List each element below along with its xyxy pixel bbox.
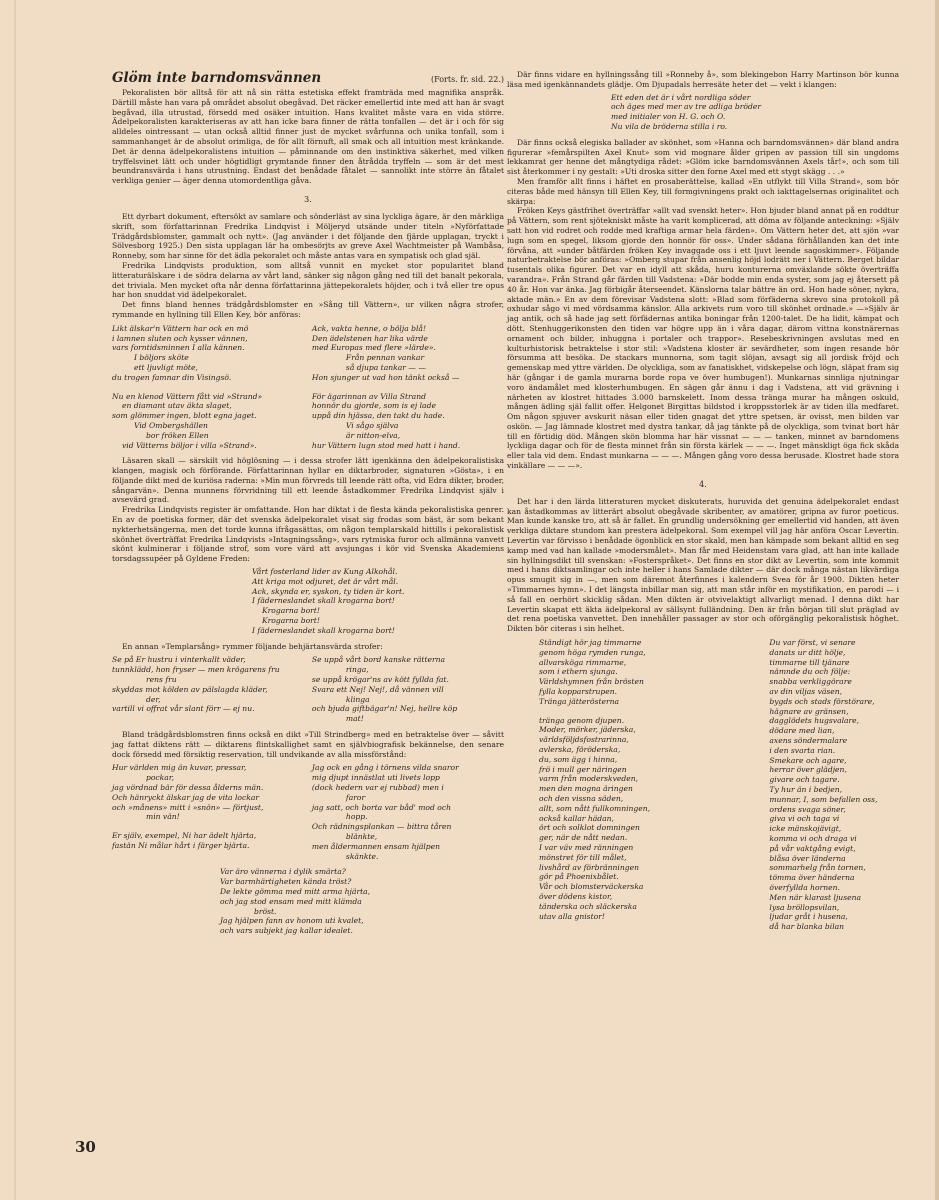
poem-line: sommarhelg från tornen, [769,863,866,873]
poem-line: Krogarna bort! [262,616,320,626]
poem-line: timmarne till tjänare [769,657,850,667]
poem-line: I böljors sköte [134,353,189,363]
poem-line: ljudar gråt i husena, [769,912,848,922]
poem-line: med Europas med flere »lärde». [311,343,436,353]
poem-line: pockar, [146,773,175,783]
poem-line: snabba verkliggörare [769,677,852,687]
continued-note: (Forts. fr. sid. 22.) [431,75,504,84]
poem-line: hopp. [345,812,368,822]
poem-line: då har blanka bilan [769,922,845,932]
poem-line: der, [146,694,161,704]
poem-line: I var väv med ränningen [539,842,634,852]
poem-line: Världshymnen från brösten [539,677,644,687]
section-number: 4. [699,479,707,489]
poem-line: skänkte. [345,851,379,861]
poem-line: i lamnen sluten och kysser vännen, [112,333,248,343]
poem-line: Ty hur än i bedjen, [769,784,843,794]
poem-line: mönstret för till målet, [539,852,627,862]
poem-line: av din viljas väsen, [769,687,843,697]
poem-column-left [112,655,304,724]
poem-line: Var barmhärtigheten kända tröst? [220,877,352,887]
poem-pair-strindberg [112,763,504,861]
poem-line: Att kriga mot odjuret, det är vårt mål. [252,576,399,586]
poem-line: Nu en klenod Vättern fått vid »Strand» [112,391,263,401]
poem-line: För ägarinnan av Villa Strand [311,391,426,401]
poem-line: vid Vätterns böljor i villa »Strand». [122,440,257,450]
poem-line: Vi sågo själva [345,420,399,430]
poem-kung-alkohal [112,567,504,636]
poem-line: allt, som nått fullkomningen, [539,803,651,813]
poem-line: livshård av förbränningen [539,862,639,872]
poem-pair-templar [112,655,504,724]
poem-line: över dödens kistor, [539,891,613,901]
poem-line: en diamant utav äkta slaget, [122,401,232,411]
poem-line: ringa, [345,665,369,675]
poem-line: världsföljdsfostrarinna, [539,735,629,745]
poem-line: danats ur ditt hölje, [769,647,846,657]
poem-line: munnar, I, som befallen oss, [769,794,878,804]
poem-line: bröst. [254,906,277,916]
poem-line: frö i mull ger näringen [539,764,627,774]
poem-column-right [312,324,504,451]
poem-line: gör på Phoenixbålet. [539,872,619,882]
poem-pair-levertin [507,638,899,932]
poem-line: Nu vila de bröderna stilla i ro. [611,121,728,131]
poem-line: lysa bröllopsvilan, [769,902,840,912]
poem-line: Den ädelstenen har lika värde [311,333,428,343]
paragraph: Men framför allt finns i häftet en prosaberättelse, kallad »En utflykt till Villa Strand», som bör citeras både med hänsyn till Ellen Key, till formgivningens prakt och iakttagelsernas originalitet och skärpa: [507,176,899,206]
poem-line: Svara ett Nej! Nej!, då vännen vill [311,684,444,694]
poem-line: Vid Ombergshällen [134,420,208,430]
poem-line: Ett eden det är i vårt nordliga söder [611,92,751,102]
poem-line: är nitton-elva, [345,430,401,440]
article-title: Glöm inte barndomsvännen [112,70,322,86]
poem-line: vartill vi offrat vår slant förr — ej nu. [112,704,255,714]
poem-line: tränga genom djupen. [539,715,625,725]
poem-ronneby [507,93,899,132]
poem-line: du, som ägg i hinna, [539,754,618,764]
page-edge [935,0,939,1200]
article-header [112,70,504,86]
poem-line: dagglödets hugsvalare, [769,716,860,726]
paragraph: Fröken Keys gästfrihet överträffar »allt vad svenskt heter». Hon bjuder bland annat på en roddtur på Vättern, som rent sjötekniskt måste ha varit komplicerad, att döma av följande anteckning: »Själv satt hon vid rodret och rodde med kraftiga armar hela färden». Om Vättern heter det, att sjön »var lugn som en spegel, liksom gjorde den honnör för oss». Under sådana förhållanden kan det inte förvåna, att »under båtfärden fröken Key invaggade oss i ett ljuvt leende sagoskimmer». Följande naturbetraktelse bör anföras: »Omberg stupar från ansenlig höjd lodrätt ner i Vättern. Berget bildar tusentals olika figurer. Det var en idyll att skåda, huru konturerna omväxlande sökte överträffa varandra». Från Strand går färden till Vadstena: »Där bodde min enda syster, som jag ej återsett på 40 år. Hon var änka. Jag förbigår återseendet. Känslorna talar bättre än ord. Hon hade söner, nykra, aktade män.» En av dem förevisar Vadstena slott: »Blad som förfäderna skrevo sina protokoll på oxhudar sågo vi med vördsamma känslor. Alla arkivets rum voro till skönhet ordnade.» —»Själv är jag antik, och så hade jag sett förfädernas antika boningar från 1200-talet. De ha lidit, kämpat och dött. Stenhuggerikonsten den tiden var högre upp än i våra dagar, därom vittna konstnärernas ornament och bilder, inhuggna i portaler och trappor». Resebeskrivningen avslutas med en kulturhistorisk betraktelse i stor stil: »Vadstena kloster är sevärdheter, som ingen resande bör försumma att besöka. De stackars munnorna, som tagit slöjan, avsagt sig all jordisk fröjd och gemenskap med yttre världen. De olyckliga, som av fanatiskhet, vidskepelse och lögn, släpat fram sig här (gångar i de gamla murarna borde ropa ve över humbugen!). Munkarnas sinnliga njutningar voro ändamålet med klosterhumbugen. En sägen går ännu i dag i Vadstena, att vid grävning i närheten av klostret hittades 3.000 barnskelett. Inom dessa tränga murar ha mången oskuld, mången ädling själ fallit offer. Helgonet Birgittas bildstod i kroppsstorlek är av tiden illa medfaret. Om någon spjuver avskurit näsan eller tiden gnagat det yttre spetsen, är ovisst, men bilden var oskön. — Jag lämnade klostret med dystra tankar, då jag tänkte på de olyckliga, som tvinat bort här till en förtidig död. Mången skön blomma har här vissnat — — — tanken, minnet av barndomens lyckliga dagar och för de flesta minnet från sin första kärlek — — —. Inget mänskligt öga fick skåda eller tala vid dem. Endast munkarna — — —. Mången gång voro dessa berusade. Klostret hade stora vinkällare — — —». [507,206,899,471]
paragraph: Fredrika Lindqvists register är omfattande. Hon har diktat i de flesta kända pekoralistiska genrer. En av de poetiska former, där det svenska ädelpekoralet visat sig frodas som bäst, är som bekant nykterhetsängerna, men det torde kunna ifrågasättas, om någon templarskald hittills i pekoralistisk skönhet överträffat Fredrika Lindqvists »Intagningssång», vars rytmiska furor och allmänna vanvett skönt kulminerar i följande strof, som vore värd att avsjungas i kör vid Svenska Akademiens torsdagssupéer på Gyldene Freden: [112,505,504,564]
poem-line: Tränga jätterösterna [539,696,620,706]
poem-line: som i ethern sjunga. [539,667,618,677]
poem-line: ett ljuvligt möte, [134,362,198,372]
poem-line: Ack, skynda er, syskon, ty tiden är kort. [252,586,405,596]
poem-line: Och hänryckt älskar jag de vita lockar [112,792,260,802]
poem-line: faror [345,792,366,802]
poem-line: överfyllda hornen. [769,882,840,892]
poem-line: Ständigt hör jag timmarne [539,638,642,648]
poem-line: med initialer von H. G. och O. [611,112,726,122]
poem-line: mig djupt innästlat uti livets lopp [311,773,440,783]
poem-line: Moder, mörker, jäderska, [539,725,636,735]
paragraph: Fredrika Lindqvists produktion, som alltså vunnit en mycket stor popularitet bland litteraturälskare i de södra delarna av vårt land, sänker sig någon gång ned till det banalt pekorala, det triviala. Men mycket ofta når denna författarinna jättepekoralets höjder, och i två eller tre opus har hon snuddat vid ädelpekoralet. [112,260,504,300]
poem-line: Från pennan vankar [345,353,425,363]
poem-line: och vars subjekt jag kallar idealet. [220,926,353,936]
poem-column-right [312,655,504,724]
poem-line: Vår och blomsterväckerska [539,882,644,892]
poem-line: Se uppå vårt bord kanske rätterna [311,655,446,665]
poem-line: bygds och stads förstörare, [769,696,875,706]
poem-line: herrar över glädjen, [769,765,847,775]
poem-line: komma vi och draga vi [769,833,857,843]
poem-line: jag satt, och borta var båd' mod och [311,802,451,812]
poem-line: vars forntidsminnen I alla kännen. [112,343,245,353]
poem-line: tänderska och släckerska [539,901,637,911]
poem-line: utav alla gnistor! [539,911,605,921]
poem-column-left [539,638,715,932]
poem-line: allvarsköga rimmarne, [539,657,627,667]
poem-line: uppå din hjässa, den takt du hade. [311,411,445,421]
poem-line: fylla kopparstrupen. [539,687,618,697]
poem-line: blänkte, [345,831,378,841]
poem-line: men den mogna äringen [539,784,633,794]
poem-line: Krogarna bort! [262,606,320,616]
right-column [507,70,899,938]
poem-line: Men när klarast ljusena [769,892,862,902]
poem-line: Och rädningsplankan — bittra tåren [311,822,452,832]
poem-line: givare och tagare. [769,775,840,785]
poem-column-right [769,638,899,932]
poem-line: Smekare och agare, [769,755,847,765]
poem-line: Hon sjunger ut vad hon tänkt också — [311,372,460,382]
poem-line: Jag hjälpen fann av honom uti kvalet, [220,916,364,926]
poem-line: hägnare av gränsen, [769,706,849,716]
poem-column-left [112,763,304,861]
poem-line: rens fru [146,675,177,685]
poem-column-right [312,763,504,861]
poem-line: (dock hedern var ej rubbad) men i [311,783,444,792]
poem-column-left [112,324,304,451]
poem-line: också kallar hädan, [539,813,614,823]
poem-line: du trogen famnar din Visingsö. [112,372,232,382]
page-fold [14,0,16,1200]
poem-line: dödare med lian, [769,726,835,736]
poem-line: De lekte gömma med mitt arma hjärta, [220,886,371,896]
poem-line: I fäderneslandet skall krogarna bort! [252,625,395,635]
poem-line: skyddas mot kölden av pälslagda kläder, [112,684,268,694]
poem-line: se uppå krögar'ns av kött fyllda fat. [311,675,449,685]
poem-line: mat! [345,714,364,724]
poem-line: Se på Er hustru i vinterkallt väder, [112,655,246,665]
poem-line: och den vissna säden, [539,793,624,803]
poem-var-aro-vannerna [112,867,504,936]
poem-line: Du var först, vi senare [769,638,856,648]
poem-line: och jag stod ensam med mitt klämda [220,896,362,906]
paragraph: Ett dyrbart dokument, eftersökt av samlare och sönderläst av sina lyckliga ägare, är den märkliga skrift, som författarinnan Fredrika Lindqvist i Möljeryd utsände under titeln »Nyförfattade Trädgårdsblomster, gammalt och nytt». (Jag använder i det följande den fjärde upplagan, tryckt i Sölvesborg 1925.) Den sista upplagan lär ha ombesörjts av greve Axel Wachtmeister på Wambåsa, Ronneby, som har sinne för det ädla pekoralet och måste antas vara en sympatisk och glad själ. [112,211,504,261]
poem-line: fastän Ni målar hårt i färger bjärta. [112,840,250,850]
paragraph: Bland trädgårdsblomstren finns också en dikt »Till Strindberg» med en betraktelse över — såvitt jag fattat diktens rätt — diktarens flintskallighet samt en självbiografisk bekännelse, den senare dock försedd med försiktig reservation, till undvikande av alla missförstånd: [112,730,504,759]
paragraph: En annan »Templarsång» rymmer följande behjärtansvärda strofer: [122,641,383,651]
poem-line: varm från moderskveden, [539,774,639,784]
poem-line: på vår vaktgång evigt, [769,843,856,853]
poem-line: giva vi och taga vi [769,814,840,824]
paragraph: Där finns vidare en hyllningssång till »Ronneby å», som blekingebon Harry Martinson bör kunna läsa med igenkännandets glädje. Om Djupadals herresäte heter det — vekt i klangen: [507,70,899,89]
poem-line: Jag ock en gång i törnens vilda snaror [311,763,459,773]
poem-line: ger, när de nått nedan. [539,833,628,843]
poem-line: och »månens» mitt i »snön» — förtjust, [112,802,264,812]
poem-line: ordens svaga söner, [769,804,846,814]
poem-line: hur Vättern lugn stod med hatt i hand. [311,440,461,450]
poem-line: tömma över händerna [769,873,855,883]
poem-line: och äges med mer av tre adliga bröder [611,102,761,112]
poem-line: genom höga rymden runga, [539,647,646,657]
poem-line: Vårt fosterland lider av Kung Alkohål. [252,567,398,577]
paragraph: Pekoralisten bör alltså för att nå sin rätta estetiska effekt framträda med magnifika anspråk. Därtill måste han vara på området absolut obegåvad. Det räcker emellertid inte med att han är svagt begåvad, illa utrustad, försedd med osäker intuition. Hans kvalitet måste vara en vida större. Ädelpekoralisten karakteriseras av att han icke bara finner de rätta tonfallen — det är i och för sig alldeles ointressant — utan också alltid finner just de mycket svårfunna och unika tonfall, som i sammanhanget är de absolut orimliga, de för allt förnuft, all smak och all intuition mest kränkande. Det är denna ädelpekoralistens intuition — påminnande om den instinktiva säkerhet, med vilken tryffelsvinet lätt och under högtidligt grymtande finner den åtrådda tryffeln — som är det mest beundransvärda i hans utrustning. Endast det benådade fåtalet — sannolikt inte större än fåtalet verkliga genier — äger denna utomordentliga gåva. [112,88,504,186]
poem-line: Ack, vakta henne, o bölja blå! [311,323,426,333]
left-column [112,70,504,942]
poem-line: så djupa tankar — — [345,362,426,372]
section-number: 3. [304,194,312,204]
poem-line: icke mänskojävigt, [769,824,842,834]
poem-line: och bjuda giftbägar'n! Nej, hellre köp [311,704,458,714]
poem-line: som glömmer ingen, blott egna jaget. [112,411,257,421]
poem-line: men åldermannen ensam hjälpen [311,841,441,851]
paragraph: Det finns bland hennes trädgårdsblomster en »Sång till Vättern», ur vilken några strofer, rymmande en hyllning till Ellen Key, bör anföras: [112,300,504,319]
poem-line: i den svarta rian. [769,745,836,755]
poem-line: klinga [345,694,370,704]
poem-line: ört och solklot domningen [539,823,640,833]
poem-line: Likt älskar'n Vättern har ock en mö [112,323,249,333]
poem-line: nämnde du och följe: [769,667,851,677]
poem-line: Er själv, exempel, Ni har ädelt hjärta, [112,831,257,841]
poem-line: I fäderneslandet skall krogarna bort! [252,596,395,606]
poem-line: min vän! [146,812,180,822]
poem-pair-vattern [112,324,504,451]
poem-line: blåsa över länderna [769,853,846,863]
poem-line: avlerska, föröderska, [539,745,621,754]
poem-line: honnör du gjorde, som is ej lade [311,401,436,411]
poem-line: Var äro vännerna i dylik smärta? [220,867,346,877]
poem-line: bor fröken Ellen [146,430,209,440]
poem-line: Hur världen mig än kuvar, pressar, [112,763,247,773]
poem-line: tunnklädd, hon fryser — men krögarens fru [112,665,280,675]
paragraph: Där finns också elegiska ballader av skönhet, som »Hanna och barndomsvännen» där bland andra figurerar »femårspilten Axel Knut» som vid mognare ålder gripen av passion till sin ungdoms lekkamrat ger henne det mångtydiga rådet: »Glöm icke barndomsvännen Axels tår!», och som till sist återkommer i ny gestalt: »Uti droska sitter den forne Axel med ett stygt skägg . . .» [507,137,899,177]
poem-line: axens söndermalare [769,736,848,745]
page-number: 30 [75,1138,96,1156]
paragraph: Läsaren skall — särskilt vid höglösning — i dessa strofer lätt igenkänna den ädelpekoralistiska klangen, magisk och förförande. Författarinnan hyllar en diktarbroder, signaturen »Gösta», i en följande dikt med de kuriösa raderna: »Min mun förvreds till leende rätt ofta, vid Edra dikter, broder, sångarvän». Denna munnens förvridning till ett leende åstadkommer Fredrika Lindqvist själv i avsevärd grad. [112,456,504,505]
poem-line: jag vördnad bär för dessa ålderns män. [112,783,264,792]
paragraph: Det har i den lärda litteraturen mycket diskuterats, huruvida det genuina ädelpekoralet endast kan åstadkommas av litterärt absolut obegåvade skribenter, av amatörer, gripna av furor poeticus. Man kunde kanske tro, att så är fallet. En grundlig undersökning ger emellertid vid handen, att även verkliga diktare stundom kan prestera ädelpekoral. Som exempel vill jag här anföra Oscar Levertin. Levertin var förvisso i benådade ögonblick en stor skald, men han kämpade som bekant alltid en seg kamp med vad han kallade »modersmålet». Man får med Heidenstam vara glad, att han inte kallade sin hyllningsdikt till svenskan: »Fosterspråket». Det finns en stor dikt av Levertin, som inte kommit med i hans diktsamlingar och inte heller i hans Samlade dikter — där dock många nästan likvärdiga opus smugit sig in —, men som däremot återfinnes i kalendern Svea för år 1900. Dikten heter »Timmarnes hymn». I det längsta inbillar man sig, att man står inför en mystifikation, en parodi — i så fall en oerhört skicklig sådan. Men dikten är otvivelaktigt allvarligt menad. I denna dikt har Levertin skapat ett äkta ädelpekoral av sällsynt fulländning. Den är från början till slut präglad av det rena poetiska vanvettet. Den innehåller passager av stor och oförgänglig pekoralistisk höghet. Dikten bör citeras i sin helhet. [507,496,899,634]
